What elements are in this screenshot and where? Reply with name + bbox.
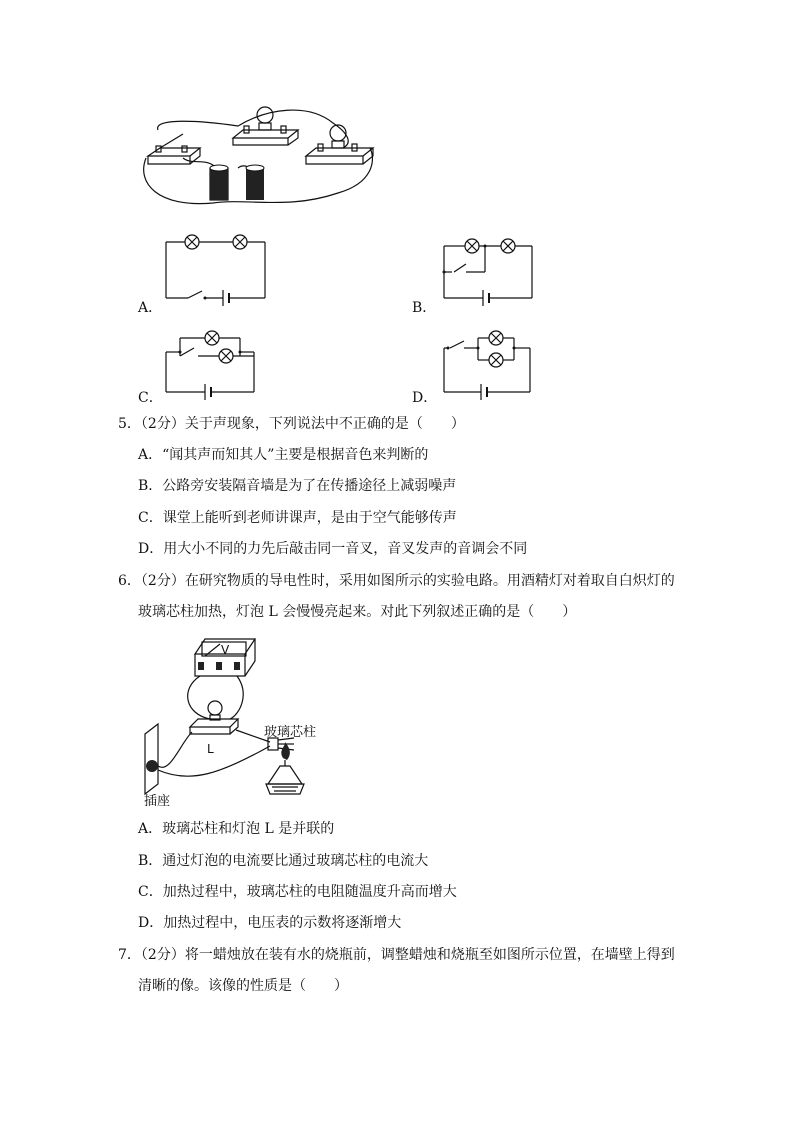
physical-circuit-figure [138,98,378,213]
option-b-label[interactable]: B． [412,300,437,316]
option-d-label[interactable]: D． [412,390,438,406]
q5-option-b[interactable]: B．公路旁安装隔音墙是为了在传播途径上减弱噪声 [138,478,457,494]
circuit-diagram-c [160,326,260,400]
socket-label: 插座 [144,793,171,808]
conductivity-experiment-figure [140,634,340,806]
question-6-stem-line1: 6．（2分）在研究物质的导电性时，采用如图所示的实验电路。用酒精灯对着取自白炽灯的 [118,573,675,589]
glass-core-label: 玻璃芯柱 [264,724,317,739]
question-7-stem-line2: 清晰的像。该像的性质是（ ） [138,978,348,994]
q6-option-a[interactable]: A．玻璃芯柱和灯泡 L 是并联的 [138,821,335,837]
q6-option-c[interactable]: C．加热过程中，玻璃芯柱的电阻随温度升高而增大 [138,884,457,900]
voltmeter-v-label: V [221,643,230,657]
q5-option-a[interactable]: A．“闻其声而知其人”主要是根据音色来判断的 [138,447,429,463]
bulb-l-label: L [207,742,214,756]
circuit-diagram-a [160,232,270,302]
q5-option-c[interactable]: C．课堂上能听到老师讲课声，是由于空气能够传声 [138,510,457,526]
option-c-label[interactable]: C． [138,390,163,406]
circuit-diagram-d [438,326,538,400]
question-5-stem: 5．（2分）关于声现象，下列说法中不正确的是（ ） [118,416,465,432]
circuit-diagram-b [438,232,538,304]
question-6-stem-line2: 玻璃芯柱加热，灯泡 L 会慢慢亮起来。对此下列叙述正确的是（ ） [138,604,577,620]
option-a-label[interactable]: A． [138,300,163,316]
q5-option-d[interactable]: D．用大小不同的力先后敲击同一音叉，音叉发声的音调会不同 [138,541,528,557]
q6-option-d[interactable]: D．加热过程中，电压表的示数将逐渐增大 [138,915,402,931]
question-7-stem-line1: 7．（2分）将一蜡烛放在装有水的烧瓶前，调整蜡烛和烧瓶至如图所示位置，在墙壁上得到 [118,947,675,963]
q6-option-b[interactable]: B．通过灯泡的电流要比通过玻璃芯柱的电流大 [138,853,429,869]
